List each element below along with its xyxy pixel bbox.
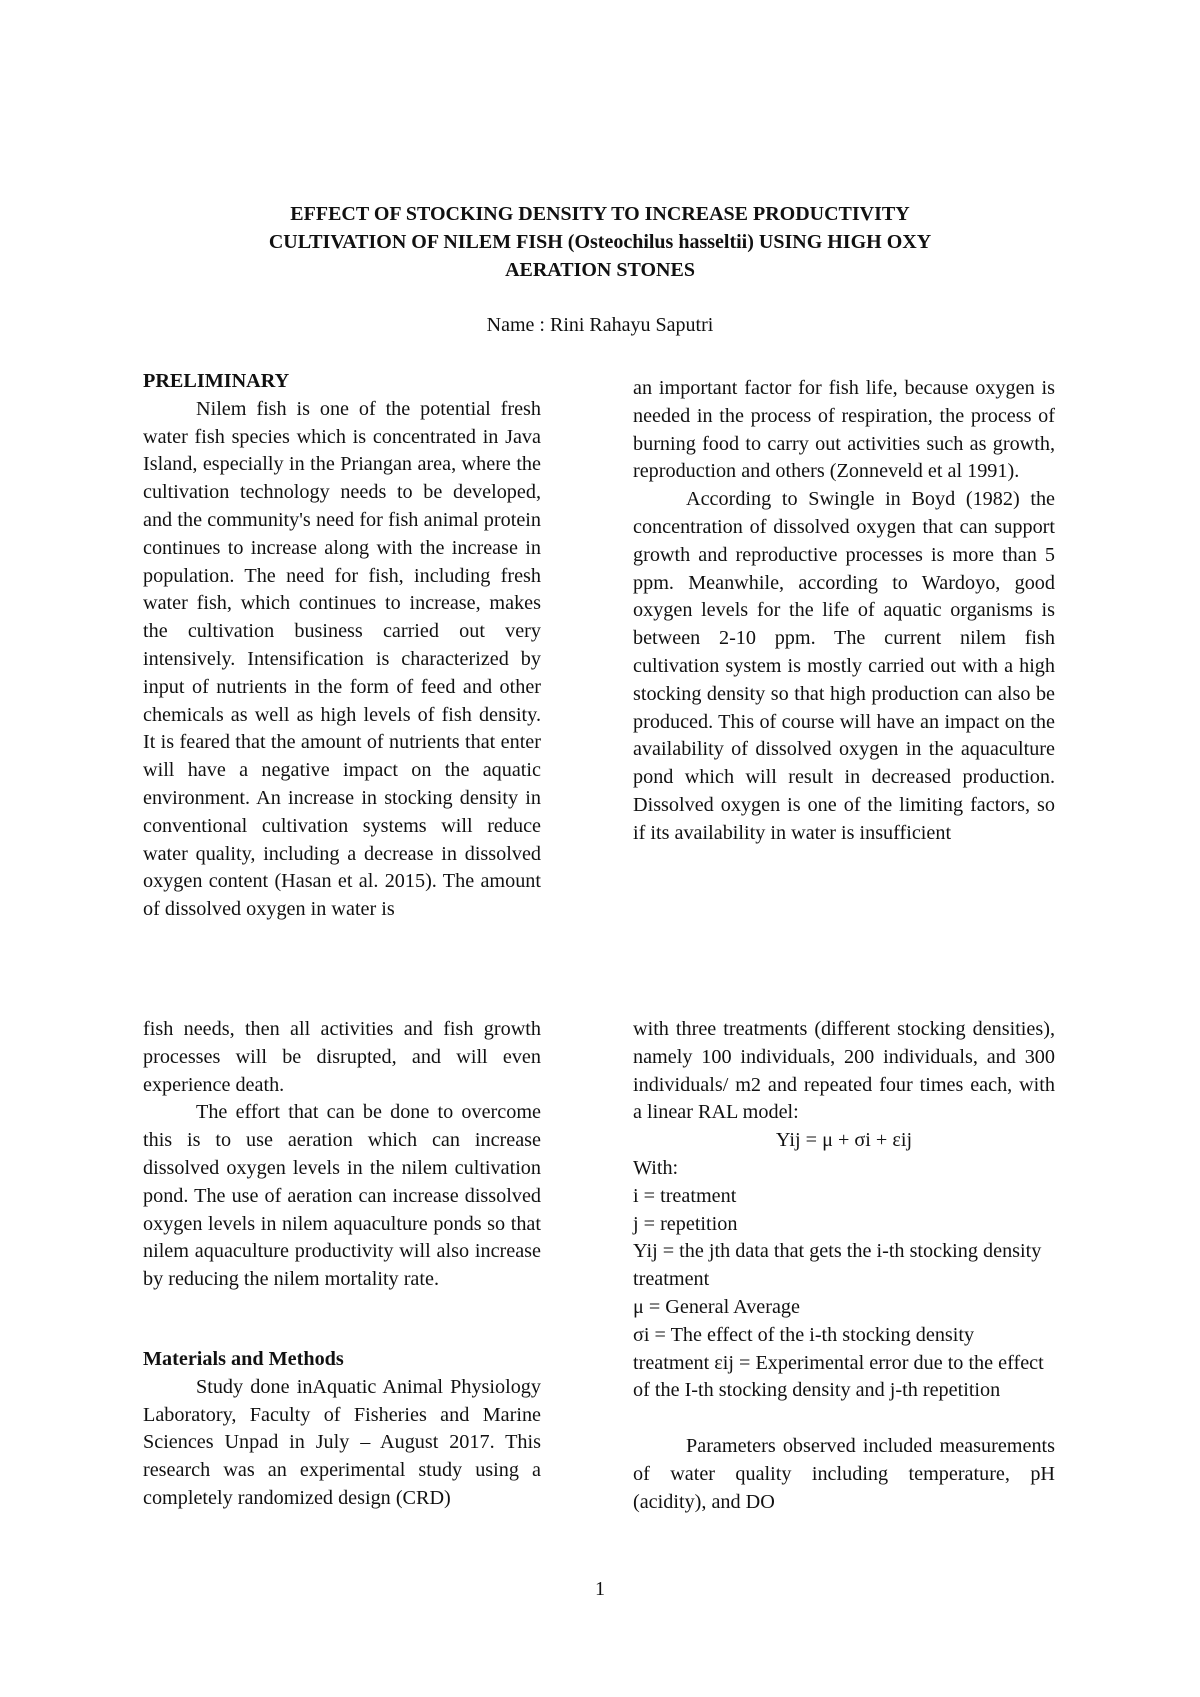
definition-item: Yij = the jth data that gets the i-th stocking density treatment (633, 1240, 1042, 1291)
section-heading-preliminary: PRELIMINARY (143, 370, 290, 392)
section-heading-materials-methods: Materials and Methods (143, 1348, 344, 1370)
paper-title (150, 200, 1050, 284)
spacer (633, 1405, 1055, 1433)
paragraph: Study done inAquatic Animal Physiology Laboratory, Faculty of Fisheries and Marine Sciences Unpad in July – August 2017. This research was an experimental study using a completely randomized design (CRD) (143, 1375, 541, 1509)
title-line-3: AERATION STONES (505, 259, 695, 281)
paragraph: an important factor for fish life, because oxygen is needed in the process of respiration, the process of burning food to carry out activities such as growth, reproduction and others (Zonneveld et al 1991). (633, 377, 1055, 483)
left-column-block-1 (143, 368, 541, 924)
paragraph: Parameters observed included measurements of water quality including temperature, pH (acidity), and DO (633, 1435, 1055, 1513)
definition-item: j = repetition (633, 1212, 738, 1235)
definition-item: σi = The effect of the i-th stocking density treatment εij = Experimental error due to the effect of the I-th stocking density and j-th repetition (633, 1323, 1044, 1402)
definition-item: i = treatment (633, 1184, 737, 1207)
paragraph: The effort that can be done to overcome this is to use aeration which can increase dissolved oxygen levels in the nilem cultivation pond. The use of aeration can increase dissolved oxygen levels in nilem aquaculture ponds so that nilem aquaculture productivity will also increase by reducing the nilem mortality rate. (143, 1101, 541, 1291)
paragraph: fish needs, then all activities and fish growth processes will be disrupted, and will even experience death. (143, 1018, 541, 1096)
right-column-block-1 (633, 375, 1055, 848)
paragraph: with three treatments (different stocking densities), namely 100 individuals, 200 individuals, and 300 individuals/ m2 and repeated four times each, with a linear RAL model: (633, 1018, 1055, 1124)
model-formula: Yij = μ + σi + εij (775, 1129, 913, 1152)
right-column-block-2 (633, 1016, 1055, 1517)
title-line-1: EFFECT OF STOCKING DENSITY TO INCREASE PRODUCTIVITY (290, 203, 910, 225)
definition-item: μ = General Average (633, 1295, 800, 1318)
paragraph: According to Swingle in Boyd (1982) the concentration of dissolved oxygen that can support growth and reproductive processes is more than 5 ppm. Meanwhile, according to Wardoyo, good oxygen levels for the life of aquatic organisms is between 2-10 ppm. The current nilem fish cultivation system is mostly carried out with a high stocking density so that high production can also be produced. This of course will have an impact on the availability of dissolved oxygen in the aquaculture pond which will result in decreased production. Dissolved oxygen is one of the limiting factors, so if its availability in water is insufficient (633, 488, 1055, 844)
paragraph: Nilem fish is one of the potential fresh water fish species which is concentrated in Java Island, especially in the Priangan area, where the cultivation technology needs to be developed, and the community's need for fish animal protein continues to increase along with the increase in population. The need for fish, including fresh water fish, which continues to increase, makes the cultivation business carried out very intensively. Intensification is characterized by input of nutrients in the form of feed and other chemicals as well as high levels of fish density. It is feared that the amount of nutrients that enter will have a negative impact on the aquatic environment. An increase in stocking density in conventional cultivation systems will reduce water quality, including a decrease in dissolved oxygen content (Hasan et al. 2015). The amount of dissolved oxygen in water is (143, 397, 541, 921)
author-name: Name : Rini Rahayu Saputri (486, 314, 714, 336)
title-line-2: CULTIVATION OF NILEM FISH (Osteochilus hasseltii) USING HIGH OXY (268, 231, 932, 253)
definition-intro: With: (633, 1156, 679, 1179)
left-column-block-2 (143, 1016, 541, 1294)
page-number: 1 (595, 1578, 605, 1600)
left-column-block-3 (143, 1346, 541, 1513)
